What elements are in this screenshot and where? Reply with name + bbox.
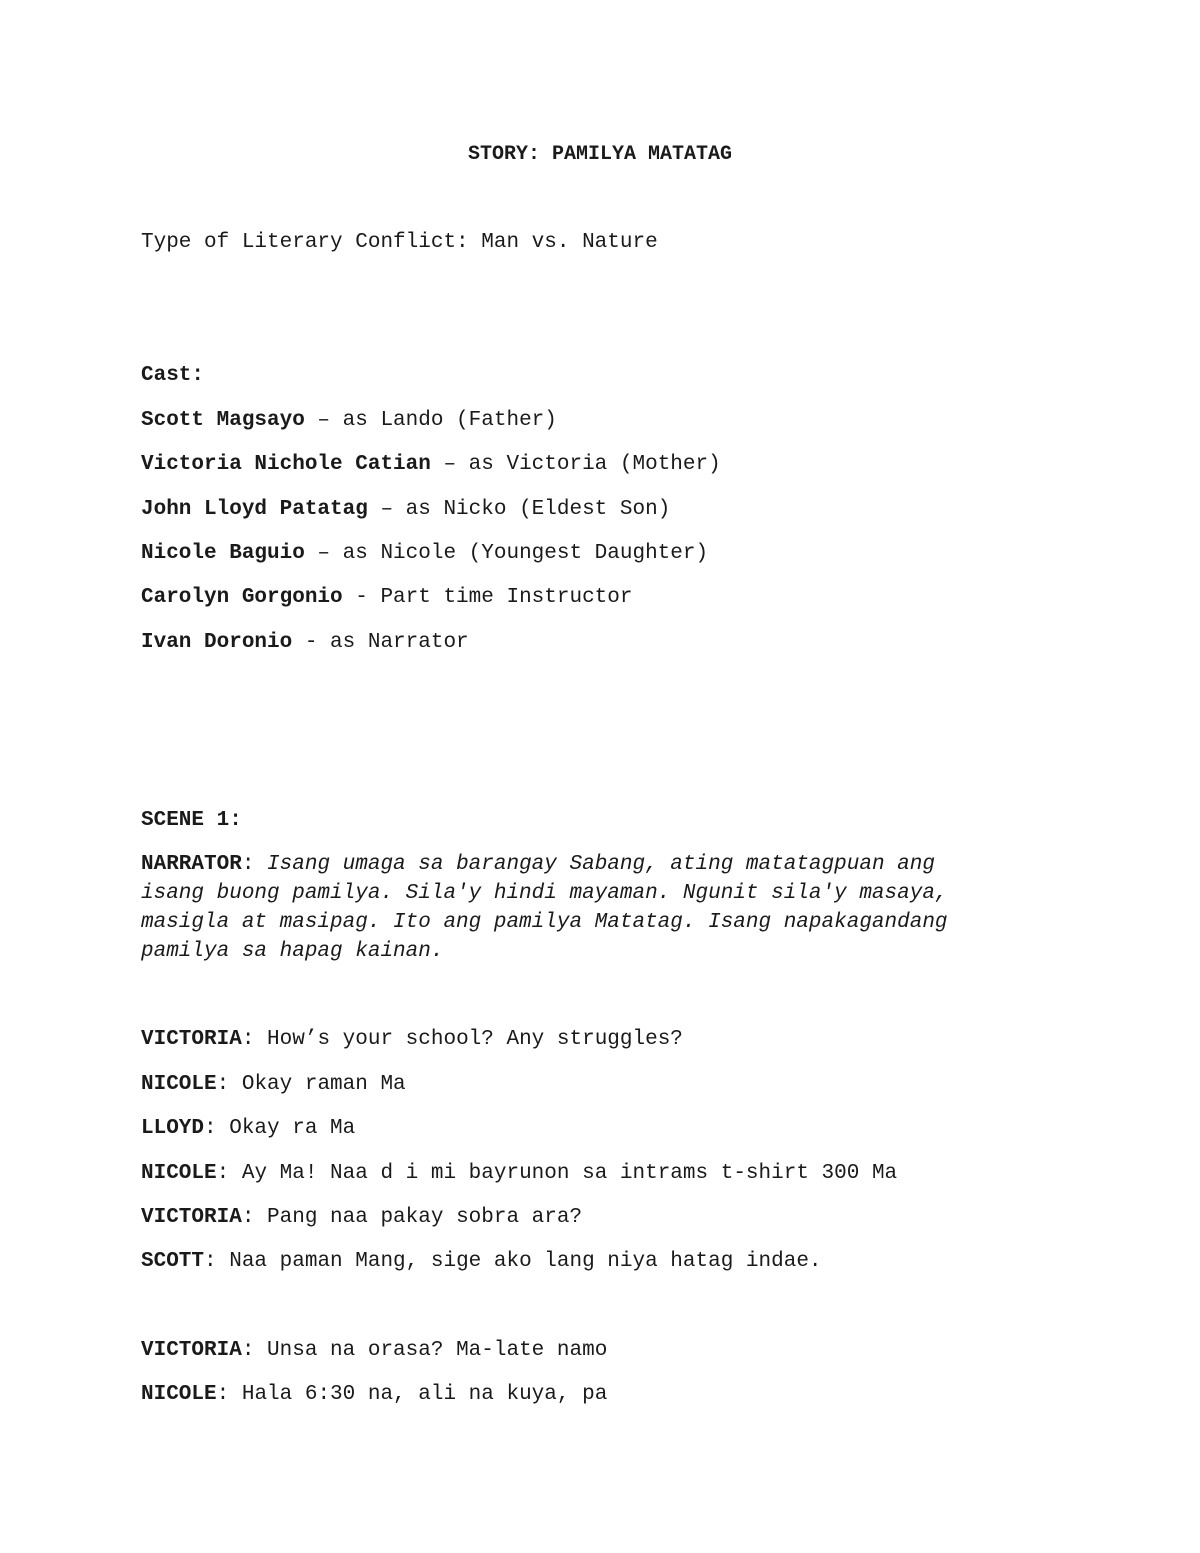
dialogue-text: Ay Ma! Naa d i mi bayrunon sa intrams t-shirt 300 Ma (229, 1162, 898, 1185)
dialogue-text: Naa paman Mang, sige ako lang niya hatag indae. (216, 1250, 822, 1273)
dialogue-text: Unsa na orasa? Ma-late namo (254, 1339, 608, 1362)
scene-heading-text: SCENE 1: (141, 809, 242, 832)
dialogue-speaker: NICOLE (141, 1383, 217, 1406)
dialogue-text: How’s your school? Any struggles? (254, 1028, 683, 1051)
dialogue-text: Hala 6:30 na, ali na kuya, pa (229, 1383, 608, 1406)
dialogue-line (141, 1026, 683, 1054)
cast-entry (141, 451, 721, 479)
dialogue-speaker: SCOTT (141, 1250, 205, 1273)
conflict-line: Type of Literary Conflict: Man vs. Nature (141, 231, 658, 254)
cast-actor: John Lloyd Patatag (141, 498, 368, 521)
narrator-speaker: NARRATOR (141, 853, 242, 876)
story-title: STORY: PAMILYA MATATAG (467, 143, 733, 166)
speaker-colon: : (241, 1028, 255, 1051)
cast-role: – as Victoria (Mother) (430, 453, 721, 476)
speaker-colon: : (204, 1250, 217, 1273)
narration-line: pamilya sa hapag kainan. (141, 940, 444, 963)
speaker-colon: : (216, 1383, 230, 1406)
cast-heading-text: Cast: (141, 364, 205, 387)
dialogue-speaker: VICTORIA (141, 1028, 242, 1051)
dialogue-speaker: NICOLE (141, 1162, 217, 1185)
speaker-colon: : (241, 1206, 255, 1229)
speaker-colon: : (216, 1162, 230, 1185)
dialogue-line (141, 1160, 897, 1188)
dialogue-speaker: VICTORIA (141, 1339, 242, 1362)
cast-actor: Scott Magsayo (141, 409, 305, 432)
dialogue-speaker: VICTORIA (141, 1206, 242, 1229)
cast-entry (141, 540, 708, 568)
narration-line (141, 850, 1071, 879)
cast-heading (141, 362, 204, 390)
dialogue-text: Pang naa pakay sobra ara? (254, 1206, 583, 1229)
speaker-colon: : (216, 1073, 230, 1096)
cast-role: – as Lando (Father) (304, 409, 557, 432)
cast-actor: Victoria Nichole Catian (141, 453, 431, 476)
dialogue-speaker: NICOLE (141, 1073, 217, 1096)
cast-entry (141, 496, 670, 524)
narration-block (141, 850, 1071, 966)
dialogue-line (141, 1248, 822, 1276)
cast-entry (141, 584, 633, 612)
dialogue-line (141, 1071, 406, 1099)
dialogue-text: Okay ra Ma (216, 1117, 356, 1140)
narration-line: isang buong pamilya. Sila'y hindi mayaman. Ngunit sila'y masaya, (141, 882, 948, 905)
dialogue-speaker: LLOYD (141, 1117, 205, 1140)
cast-actor: Nicole Baguio (141, 542, 305, 565)
scene-heading (141, 807, 242, 835)
cast-role: - as Narrator (292, 631, 469, 654)
speaker-colon: : (241, 1339, 255, 1362)
dialogue-text: Okay raman Ma (229, 1073, 406, 1096)
speaker-colon: : (204, 1117, 217, 1140)
speaker-colon: : (241, 853, 255, 876)
narration-text: Isang umaga sa barangay Sabang, ating matatagpuan ang (254, 853, 935, 876)
cast-role: – as Nicole (Youngest Daughter) (304, 542, 709, 565)
cast-actor: Carolyn Gorgonio (141, 586, 343, 609)
cast-actor: Ivan Doronio (141, 631, 293, 654)
cast-role: - Part time Instructor (342, 586, 633, 609)
dialogue-line (141, 1204, 582, 1232)
cast-entry (141, 407, 557, 435)
cast-role: – as Nicko (Eldest Son) (367, 498, 671, 521)
dialogue-line (141, 1337, 607, 1365)
dialogue-line (141, 1115, 355, 1143)
cast-entry (141, 629, 469, 657)
narration-line: masigla at masipag. Ito ang pamilya Matatag. Isang napakagandang (141, 911, 948, 934)
dialogue-line (141, 1381, 607, 1409)
